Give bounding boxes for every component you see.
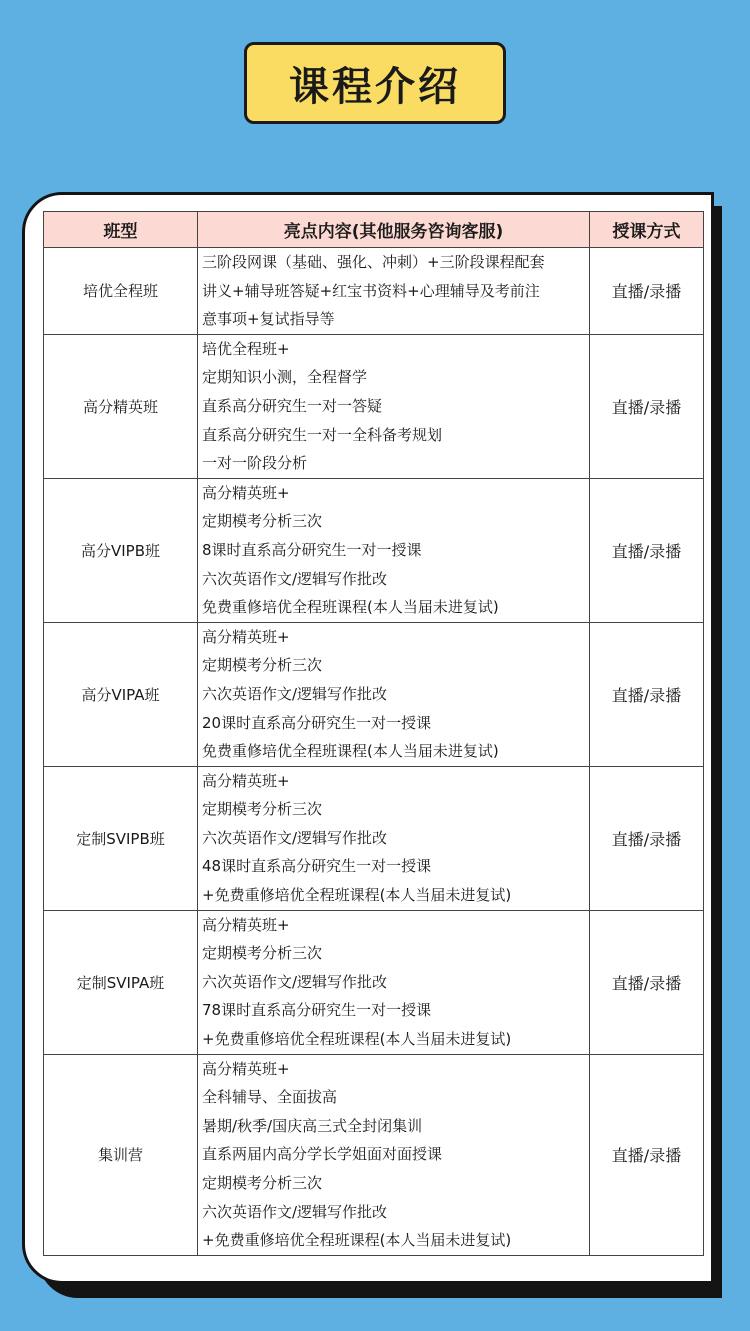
highlight-line: 定期知识小测，全程督学 [202,368,368,387]
highlight-line: 20课时直系高分研究生一对一授课 [202,713,432,732]
header-class-type: 班型 [44,212,198,248]
highlight-line: 48课时直系高分研究生一对一授课 [202,857,432,876]
highlight-line: 定期模考分析三次 [202,1174,323,1192]
highlight-line: 六次英语作文/逻辑写作批改 [202,569,388,588]
highlight-line: 定期模考分析三次 [202,656,323,675]
table-header-row [44,212,704,248]
highlight-line: 高分精英班+ [202,483,290,502]
highlight-line: 六次英语作文/逻辑写作批改 [202,828,388,847]
teaching-mode-cell: 直播/录播 [590,1054,704,1255]
highlight-line: 高分精英班+ [202,627,290,646]
title-badge [244,42,506,124]
class-name-cell: 定制SVIPB班 [44,766,198,910]
highlight-line: 六次英语作文/逻辑写作批改 [202,684,388,703]
highlight-line: 六次英语作文/逻辑写作批改 [202,1202,388,1221]
highlight-line: 直系两届内高分学长学姐面对面授课 [202,1145,443,1164]
highlights-cell [198,248,590,335]
highlight-line: +免费重修培优全程班课程(本人当届未进复试) [202,1030,512,1049]
highlight-line: 三阶段网课（基础、强化、冲刺）+三阶段课程配套 [202,253,545,271]
teaching-mode-cell: 直播/录播 [590,910,704,1054]
table-row [44,248,704,335]
class-name-cell: 培优全程班 [44,248,198,335]
highlights-cell [198,910,590,1054]
highlight-line: 培优全程班+ [202,339,290,358]
highlight-line: 六次英语作文/逻辑写作批改 [202,972,388,991]
highlight-line: +免费重修培优全程班课程(本人当届未进复试) [202,1231,512,1250]
class-name-cell: 高分精英班 [44,334,198,478]
header-teaching-mode: 授课方式 [590,212,704,248]
table-row [44,1054,704,1255]
course-card [22,192,714,1284]
highlights-cell [198,622,590,766]
highlight-line: 高分精英班+ [202,915,290,934]
highlight-line: 定期模考分析三次 [202,800,323,819]
highlight-line: 暑期/秋季/国庆高三式全封闭集训 [202,1116,423,1135]
highlight-line: 8课时直系高分研究生一对一授课 [202,540,422,559]
table-row [44,334,704,478]
table-body [44,248,704,1256]
highlight-line: 直系高分研究生一对一全科备考规划 [202,425,443,444]
class-name-cell: 高分VIPA班 [44,622,198,766]
highlights-cell [198,478,590,622]
page-title: 课程介绍 [289,63,461,110]
course-table [43,211,704,1256]
highlight-line: 定期模考分析三次 [202,944,323,963]
highlight-line: 高分精英班+ [202,771,290,790]
teaching-mode-cell: 直播/录播 [590,478,704,622]
table-row [44,766,704,910]
table-row [44,910,704,1054]
teaching-mode-cell: 直播/录播 [590,766,704,910]
table-row [44,478,704,622]
teaching-mode-cell: 直播/录播 [590,622,704,766]
highlight-line: 全科辅导、全面拔高 [202,1088,338,1107]
teaching-mode-cell: 直播/录播 [590,334,704,478]
highlight-line: 高分精英班+ [202,1059,290,1078]
highlight-line: 78课时直系高分研究生一对一授课 [202,1001,432,1020]
class-name-cell: 高分VIPB班 [44,478,198,622]
highlight-line: 免费重修培优全程班课程(本人当届未进复试) [202,742,499,761]
highlight-line: 讲义+辅导班答疑+红宝书资料+心理辅导及考前注 [202,281,540,300]
highlight-line: 直系高分研究生一对一答疑 [202,396,383,415]
highlight-line: +免费重修培优全程班课程(本人当届未进复试) [202,886,512,905]
highlight-line: 意事项+复试指导等 [202,310,335,329]
highlights-cell [198,766,590,910]
highlight-line: 定期模考分析三次 [202,512,323,531]
class-name-cell: 定制SVIPA班 [44,910,198,1054]
highlights-cell [198,334,590,478]
highlight-line: 免费重修培优全程班课程(本人当届未进复试) [202,598,499,617]
highlight-line: 一对一阶段分析 [202,454,308,473]
teaching-mode-cell: 直播/录播 [590,248,704,335]
header-highlights: 亮点内容(其他服务咨询客服) [198,212,590,248]
highlights-cell [198,1054,590,1255]
table-row [44,622,704,766]
class-name-cell: 集训营 [44,1054,198,1255]
